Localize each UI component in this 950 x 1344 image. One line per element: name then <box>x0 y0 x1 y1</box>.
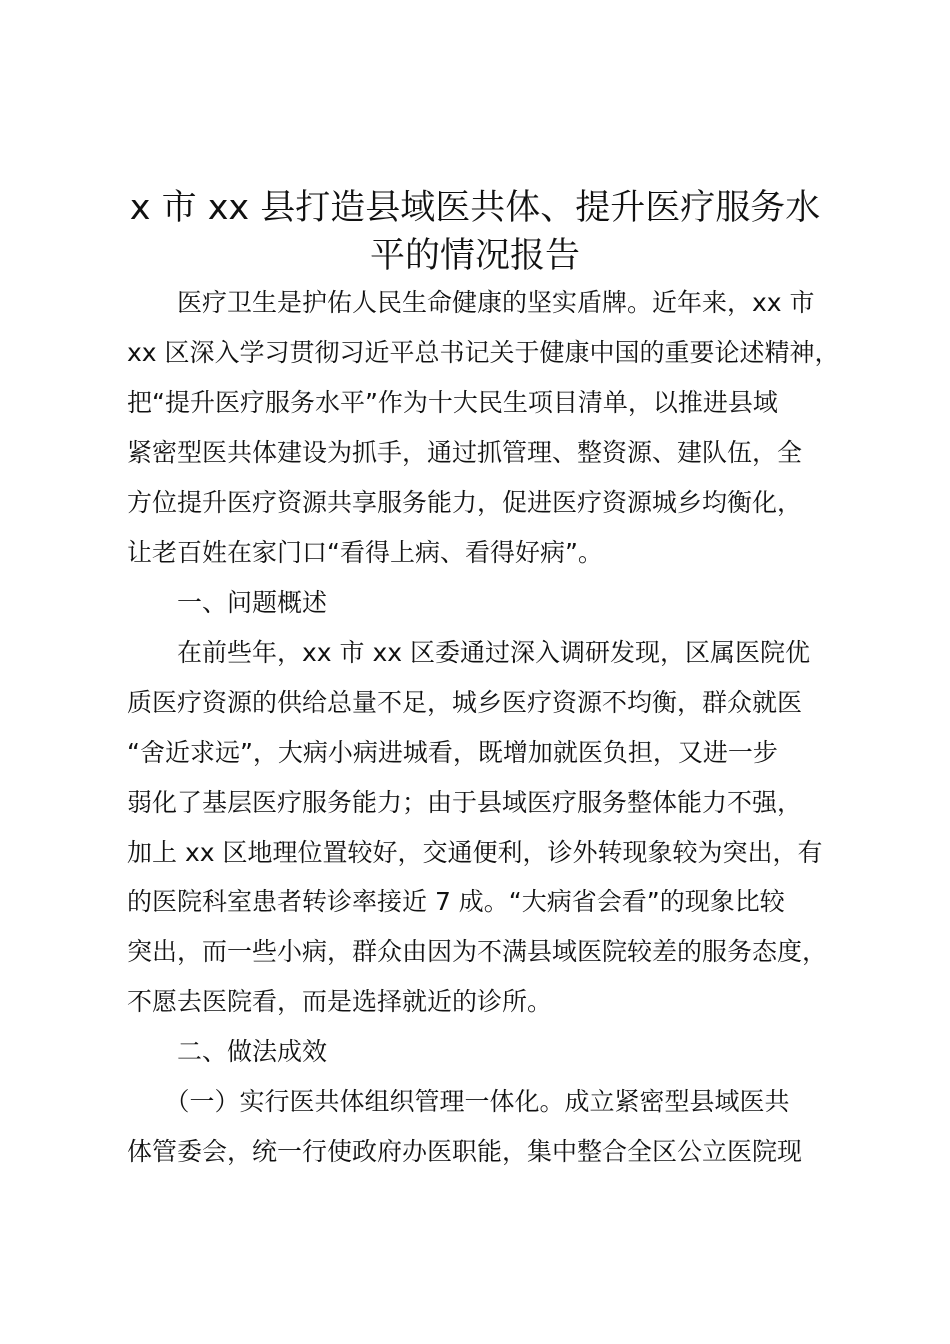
body-line-11: 弱化了基层医疗服务能力；由于县域医疗服务整体能力不强， <box>127 788 803 817</box>
body-line-18: 体管委会，统一行使政府办医职能，集中整合全区公立医院现 <box>127 1137 803 1166</box>
body-line-6: 让老百姓在家门口“看得上病、看得好病”。 <box>127 538 603 567</box>
document-title-line-2: 平的情况报告 <box>369 236 580 276</box>
body-line-14: 突出，而一些小病，群众由因为不满县域医院较差的服务态度， <box>127 937 828 966</box>
body-line-13: 的医院科室患者转诊率接近 7 成。“大病省会看”的现象比较 <box>127 887 785 916</box>
body-line-15: 不愿去医院看，而是选择就近的诊所。 <box>127 987 553 1016</box>
body-line-2: xx 区深入学习贯彻习近平总书记关于健康中国的重要论述精神， <box>127 338 840 367</box>
body-line-9: 质医疗资源的供给总量不足，城乡医疗资源不均衡，群众就医 <box>127 688 803 717</box>
body-line-4: 紧密型医共体建设为抓手，通过抓管理、整资源、建队伍，全 <box>127 438 803 467</box>
body-line-17: （一）实行医共体组织管理一体化。成立紧密型县域医共 <box>127 1087 790 1116</box>
body-line-12: 加上 xx 区地理位置较好，交通便利，诊外转现象较为突出，有 <box>127 838 823 867</box>
body-line-3: 把“提升医疗服务水平”作为十大民生项目清单，以推进县域 <box>127 388 778 417</box>
document-title-line-1: x 市 xx 县打造县域医共体、提升医疗服务水 <box>129 188 821 228</box>
section-heading-1: 一、问题概述 <box>127 588 328 617</box>
section-heading-2: 二、做法成效 <box>127 1037 328 1066</box>
body-line-1: 医疗卫生是护佑人民生命健康的坚实盾牌。近年来，xx 市 <box>127 288 815 317</box>
body-line-8: 在前些年，xx 市 xx 区委通过深入调研发现，区属医院优 <box>127 638 811 667</box>
body-line-10: “舍近求远”，大病小病进城看，既增加就医负担，又进一步 <box>127 738 778 767</box>
body-line-5: 方位提升医疗资源共享服务能力，促进医疗资源城乡均衡化， <box>127 488 803 517</box>
